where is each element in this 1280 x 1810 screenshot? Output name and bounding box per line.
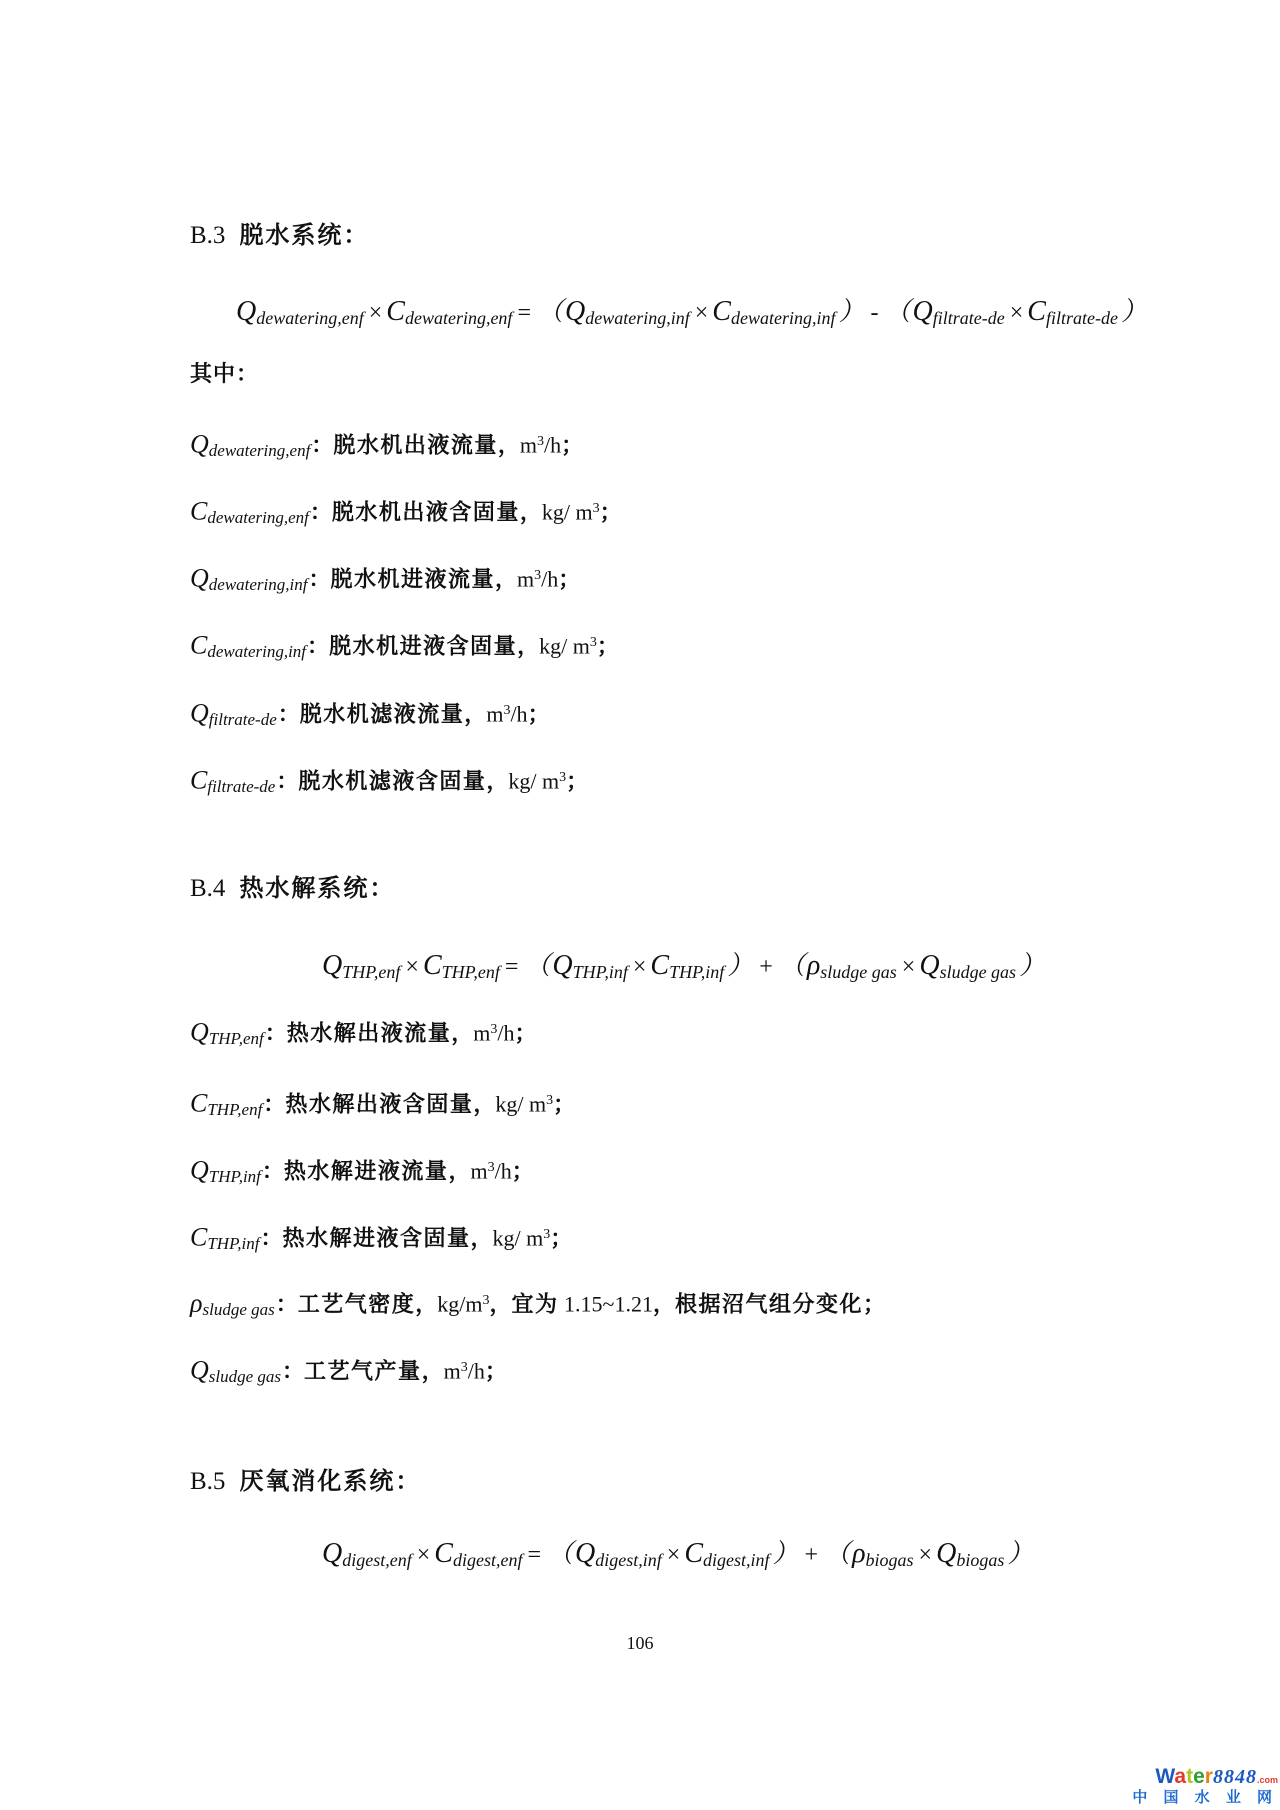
token-u: /h	[467, 1358, 485, 1384]
token-s: sludge gas	[820, 961, 897, 982]
token-v: ρ	[190, 1288, 203, 1318]
token-p: ）	[1007, 1539, 1034, 1568]
token-s: biogas	[956, 1549, 1005, 1570]
token-cjk: 热水解出液含固量	[285, 1091, 474, 1117]
token-s: THP,inf	[208, 1167, 261, 1187]
token-u: /h	[494, 1158, 512, 1184]
page-number: 106	[626, 1633, 654, 1653]
token-c: ：	[263, 1091, 286, 1117]
token-cjk: 脱水机出液含固量	[331, 499, 520, 525]
token-c: ：	[307, 633, 330, 659]
token-sup: 3	[482, 1293, 490, 1308]
token-sup: 3	[543, 1227, 551, 1242]
token-sup: 3	[460, 1360, 468, 1375]
logo-wordmark	[1132, 1766, 1278, 1788]
token-v: Q	[322, 950, 343, 981]
token-c: ；	[566, 768, 589, 794]
token-u: m	[517, 566, 535, 592]
token-v: C	[190, 765, 208, 795]
token-c: ，	[497, 432, 520, 458]
token-c: ，	[652, 1291, 675, 1317]
token-v: Q	[190, 563, 209, 593]
token-v: C	[190, 1088, 208, 1118]
token-s: dewatering,enf	[256, 307, 364, 328]
token-v: Q	[190, 698, 209, 728]
token-x: -	[870, 300, 879, 326]
token-cjk: 热水解进液含固量	[282, 1225, 471, 1251]
section-heading-b4	[190, 873, 395, 905]
definition-line	[190, 1219, 572, 1260]
token-sup: 3	[490, 1022, 498, 1037]
token-c: ，	[473, 1091, 496, 1117]
token-c: ；	[599, 499, 622, 525]
token-cjk: 脱水机进液流量	[330, 566, 496, 592]
token-u: m	[470, 1158, 488, 1184]
token-v: Q	[919, 950, 940, 981]
token-c: ：	[282, 1358, 305, 1384]
token-c: ，	[486, 768, 509, 794]
token-c: ；	[862, 1291, 885, 1317]
token-s: dewatering,inf	[730, 307, 836, 328]
token-sup: 3	[592, 501, 600, 516]
definition-line	[190, 560, 580, 601]
token-v: C	[684, 1538, 703, 1569]
token-x: ×	[405, 954, 419, 980]
logo-letter: t	[1186, 1765, 1194, 1789]
token-c: ：	[264, 1020, 287, 1046]
token-p: （	[524, 951, 551, 980]
token-x: =	[517, 300, 531, 326]
token-x: +	[759, 954, 773, 980]
token-v: C	[190, 1222, 208, 1252]
token-v: C	[386, 296, 405, 327]
token-s: filtrate-de	[208, 710, 277, 730]
token-c: ；	[514, 1020, 537, 1046]
token-s: dewatering,inf	[208, 575, 308, 595]
token-v: Q	[190, 1155, 209, 1185]
token-cjk: 根据沼气组分变化	[674, 1291, 863, 1317]
token-c: ，	[464, 701, 487, 727]
token-s: dewatering,enf	[208, 441, 311, 461]
token-v: C	[650, 950, 670, 981]
token-p: （	[824, 1539, 851, 1568]
token-u: /h	[497, 1020, 515, 1046]
token-v: Q	[936, 1538, 957, 1569]
token-u: m	[443, 1358, 461, 1384]
token-c: ；	[553, 1091, 576, 1117]
token-cjk: 热水解进液流量	[283, 1158, 449, 1184]
token-u: m	[519, 432, 537, 458]
token-v: Q	[190, 429, 209, 459]
token-sup: 3	[546, 1093, 554, 1108]
token-u: kg/ m	[541, 499, 593, 525]
definition-line	[190, 695, 550, 736]
token-v: C	[422, 950, 442, 981]
token-c: ，	[415, 1291, 438, 1317]
logo-tagline: 中 国 水 业 网	[1132, 1789, 1278, 1807]
token-c: ；	[561, 432, 584, 458]
token-v: ρ	[806, 950, 821, 981]
token-c: ，	[421, 1358, 444, 1384]
token-u: kg/ m	[492, 1225, 544, 1251]
token-c: ；	[527, 701, 550, 727]
token-v: C	[712, 296, 731, 327]
token-cjk: 热水解出液流量	[286, 1020, 452, 1046]
logo-letter: r	[1204, 1765, 1213, 1789]
token-x: ×	[368, 300, 383, 326]
logo-com: .com	[1256, 1775, 1278, 1786]
formula-digest	[322, 1534, 1035, 1580]
token-v: C	[190, 496, 208, 526]
token-u: 1.15~1.21	[558, 1291, 653, 1317]
token-s: digest,enf	[342, 1549, 412, 1570]
token-u: m	[473, 1020, 491, 1046]
token-s: digest,inf	[595, 1549, 662, 1570]
token-cjk: 脱水机滤液流量	[299, 701, 465, 727]
token-cjk: 宜为	[511, 1291, 559, 1317]
token-c: ：	[261, 1158, 284, 1184]
definition-line	[190, 493, 622, 534]
token-c: ；	[596, 633, 619, 659]
token-u: kg/ m	[539, 633, 590, 659]
token-v: Q	[552, 950, 573, 981]
token-p: （	[884, 297, 911, 326]
token-v: Q	[190, 1355, 209, 1385]
logo-letter: W	[1155, 1765, 1175, 1789]
token-p: ）	[1019, 951, 1046, 980]
token-c: ：	[311, 432, 334, 458]
logo-letter: e	[1193, 1765, 1205, 1789]
token-sup: 3	[487, 1160, 495, 1175]
definition-line	[190, 1285, 885, 1326]
definition-line	[190, 1352, 507, 1393]
token-c: ，	[470, 1225, 493, 1251]
token-x: ×	[666, 1542, 681, 1568]
token-v: Q	[912, 296, 933, 327]
token-u: kg/ m	[495, 1091, 547, 1117]
token-s: biogas	[865, 1549, 914, 1570]
token-u: /h	[510, 701, 528, 727]
token-s: dewatering,enf	[404, 307, 513, 328]
token-v: Q	[565, 296, 586, 327]
token-s: digest,enf	[452, 1549, 523, 1570]
token-x: ×	[416, 1542, 431, 1568]
token-sup: 3	[503, 703, 511, 718]
token-p: ）	[772, 1539, 799, 1568]
token-v: Q	[190, 1017, 209, 1047]
section-heading-b3	[190, 220, 369, 252]
token-p: （	[778, 951, 805, 980]
token-u: /h	[541, 566, 559, 592]
token-s: sludge gas	[202, 1300, 275, 1320]
definition-line	[190, 627, 619, 668]
token-s: dewatering,enf	[207, 508, 309, 528]
token-x: +	[804, 1542, 819, 1568]
token-v: Q	[236, 296, 257, 327]
token-cjk: 脱水机滤液含固量	[298, 768, 487, 794]
token-p: ）	[838, 297, 865, 326]
formula-thp	[322, 946, 1047, 992]
token-cjk: 工艺气密度	[297, 1291, 416, 1317]
token-c: ；	[484, 1358, 507, 1384]
token-c: ：	[309, 499, 332, 525]
note-where: 其中：	[190, 361, 260, 386]
token-c: ，	[495, 566, 518, 592]
token-v: C	[190, 630, 208, 660]
token-u: kg/ m	[508, 768, 560, 794]
heading-number: B.5	[190, 1468, 226, 1495]
token-x: ×	[901, 954, 916, 980]
token-s: digest,inf	[703, 1549, 770, 1570]
token-s: THP,enf	[208, 1029, 264, 1049]
token-p: ）	[1120, 297, 1147, 326]
token-c: ：	[275, 1291, 298, 1317]
token-s: THP,inf	[207, 1234, 260, 1254]
token-c: ，	[451, 1020, 474, 1046]
token-s: sludge gas	[939, 961, 1017, 982]
token-x: ×	[632, 954, 647, 980]
heading-title: 脱水系统：	[239, 222, 370, 249]
token-sup: 3	[534, 568, 542, 583]
heading-title: 热水解系统：	[239, 875, 396, 902]
token-c: ，	[489, 1291, 512, 1317]
logo-8848: 8848	[1212, 1766, 1257, 1789]
token-u: kg/m	[437, 1291, 483, 1317]
token-x: =	[504, 954, 519, 980]
heading-title: 厌氧消化系统：	[239, 1468, 422, 1495]
token-p: （	[547, 1539, 574, 1568]
water8848-logo	[1132, 1766, 1278, 1806]
token-v: Q	[575, 1538, 596, 1569]
token-s: sludge gas	[208, 1367, 282, 1387]
token-s: THP,enf	[342, 961, 401, 982]
token-c: ，	[517, 633, 540, 659]
token-cjk: 工艺气产量	[304, 1358, 422, 1384]
token-c: ，	[519, 499, 542, 525]
token-c: ：	[277, 701, 300, 727]
token-c: ；	[511, 1158, 534, 1184]
token-c: ；	[558, 566, 581, 592]
token-s: filtrate-de	[932, 307, 1005, 328]
token-c: ，	[448, 1158, 471, 1184]
token-s: THP,inf	[572, 961, 628, 982]
logo-brand-water	[1155, 1765, 1213, 1789]
token-x: ×	[918, 1542, 933, 1568]
heading-number: B.3	[190, 222, 226, 249]
token-p: ）	[727, 951, 754, 980]
logo-letter: a	[1174, 1765, 1187, 1789]
token-c: ：	[260, 1225, 283, 1251]
token-sup: 3	[536, 434, 544, 449]
token-p: （	[536, 297, 563, 326]
definition-line	[190, 1085, 575, 1126]
definition-line	[190, 762, 588, 803]
token-v: ρ	[852, 1538, 866, 1569]
token-x: =	[527, 1542, 542, 1568]
token-s: filtrate-de	[1045, 307, 1118, 328]
heading-number: B.4	[190, 875, 226, 902]
token-cjk: 脱水机出液流量	[333, 432, 498, 458]
token-u: /h	[543, 432, 562, 458]
token-x: ×	[1009, 300, 1024, 326]
token-s: THP,enf	[207, 1100, 263, 1120]
section-heading-b5	[190, 1466, 421, 1498]
token-v: C	[434, 1538, 453, 1569]
token-s: dewatering,inf	[585, 307, 690, 328]
token-c: ；	[550, 1225, 573, 1251]
token-s: filtrate-de	[207, 777, 276, 797]
definition-line	[190, 1152, 534, 1193]
definition-line	[190, 426, 583, 467]
token-s: dewatering,inf	[207, 642, 307, 662]
token-c: ：	[308, 566, 331, 592]
formula-dewatering	[236, 292, 1149, 338]
token-u: m	[486, 701, 504, 727]
token-v: C	[1027, 296, 1046, 327]
token-c: ：	[276, 768, 299, 794]
token-sup: 3	[589, 635, 597, 650]
token-s: THP,enf	[441, 961, 500, 982]
token-v: Q	[322, 1538, 343, 1569]
token-s: THP,inf	[669, 961, 725, 982]
definition-line	[190, 1014, 537, 1055]
token-sup: 3	[559, 770, 567, 785]
token-x: ×	[694, 300, 709, 326]
token-cjk: 脱水机进液含固量	[329, 633, 518, 659]
